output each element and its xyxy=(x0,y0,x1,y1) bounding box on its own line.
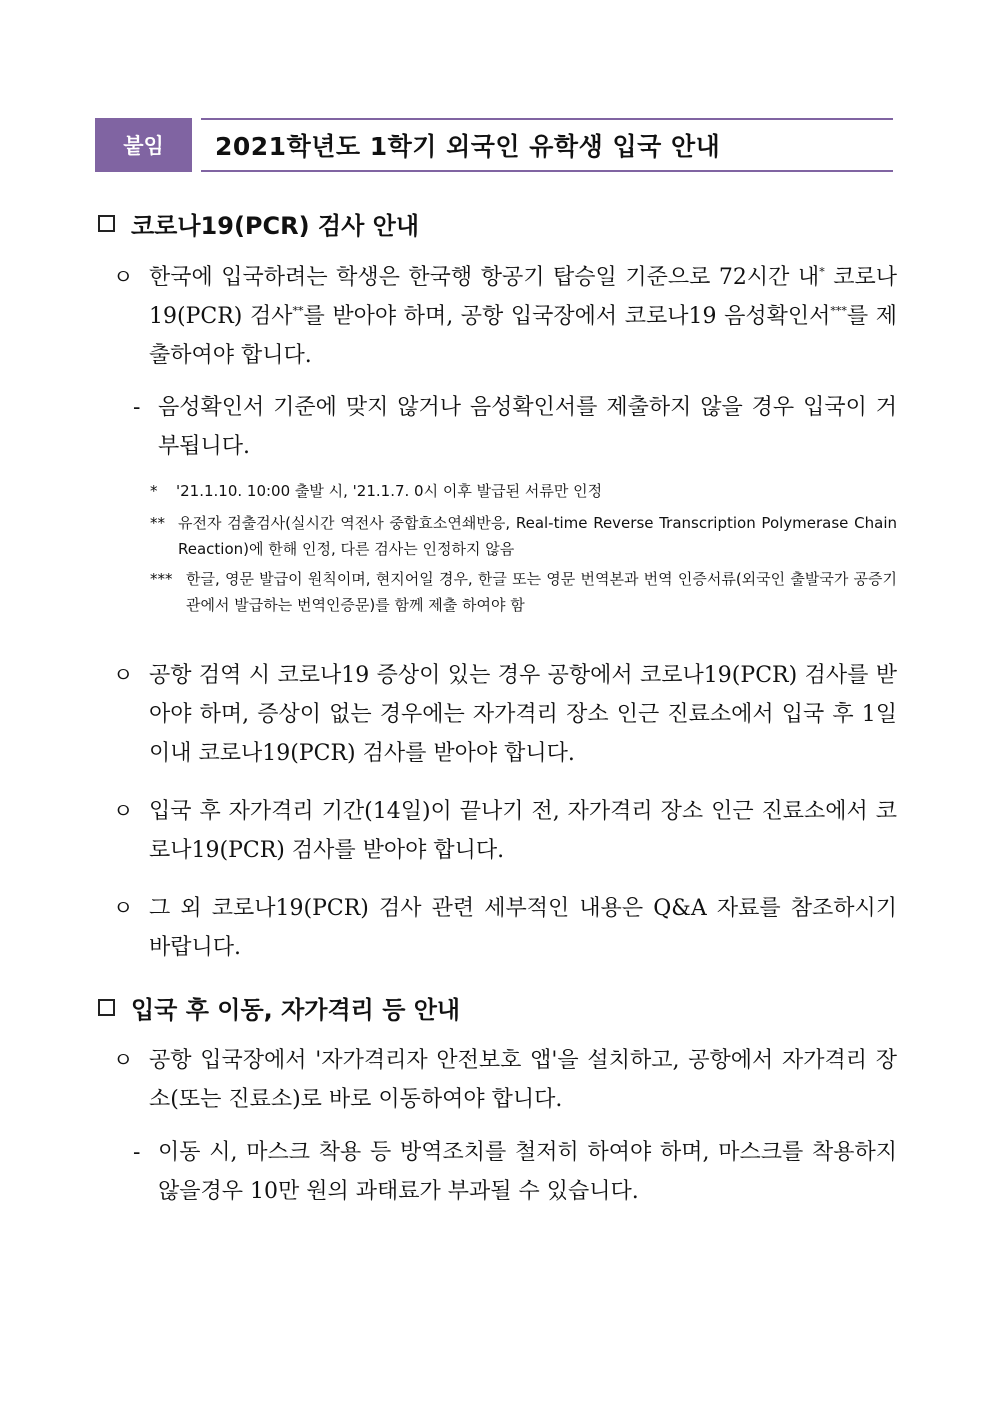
page-header xyxy=(95,118,893,172)
text-segment: 한국에 입국하려는 학생은 한국행 항공기 탑승일 기준으로 72시간 내 xyxy=(149,265,820,290)
sub-item-text: 음성확인서 기준에 맞지 않거나 음성확인서를 제출하지 않을 경우 입국이 거부됩니다. xyxy=(158,395,897,459)
footnote-text: 유전자 검출검사(실시간 역전사 중합효소연쇄반응, Real-time Reverse Transcription Polymerase Chain Reaction)에 한해 인정, 다른 검사는 인정하지 않음 xyxy=(178,514,897,558)
page-title: 2021학년도 1학기 외국인 유학생 입국 안내 xyxy=(201,118,893,172)
paragraph-airport-quarantine xyxy=(113,656,897,773)
sub-item-mask-fine xyxy=(133,1133,897,1211)
section-heading-text: 코로나19(PCR) 검사 안내 xyxy=(131,212,420,240)
footnote-mark: ** xyxy=(150,514,165,532)
footnote-1 xyxy=(150,478,897,504)
text-segment: 코로나19(PCR) 검사 xyxy=(149,265,898,329)
text-segment: 를 제출하여야 합니다. xyxy=(149,304,898,368)
section-heading-pcr xyxy=(98,206,419,241)
paragraph-text: 공항 검역 시 코로나19 증상이 있는 경우 공항에서 코로나19(PCR) 검사를 받아야 하며, 증상이 없는 경우에는 자가격리 장소 인근 진료소에서 입국 후 1일 이내 코로나19(PCR) 검사를 받아야 합니다. xyxy=(149,663,897,766)
paragraph-safety-app xyxy=(113,1041,897,1119)
paragraph-pcr-requirement xyxy=(113,258,897,375)
sub-item-text: 이동 시, 마스크 착용 등 방역조치를 철저히 하여야 하며, 마스크를 착용하지 않을경우 10만 원의 과태료가 부과될 수 있습니다. xyxy=(158,1140,897,1204)
paragraph-self-isolation-test xyxy=(113,792,897,870)
checkbox-square-icon xyxy=(98,215,115,232)
circle-bullet-icon: ㅇ xyxy=(113,799,134,823)
footnote-text: 한글, 영문 발급이 원칙이며, 현지어일 경우, 한글 또는 영문 번역본과 번역 인증서류(외국인 출발국가 공증기관에서 발급하는 번역인증문)를 함께 제출 하여야 함 xyxy=(186,570,897,614)
sub-item-entry-denied xyxy=(133,388,897,466)
footnote-mark: ** xyxy=(292,304,304,318)
footnote-mark: * xyxy=(819,265,825,279)
circle-bullet-icon: ㅇ xyxy=(113,896,134,920)
paragraph-qa-reference xyxy=(113,889,897,967)
footnote-mark: *** xyxy=(830,304,847,318)
section-heading-text: 입국 후 이동, 자가격리 등 안내 xyxy=(131,996,461,1024)
checkbox-square-icon xyxy=(98,999,115,1016)
section-heading-movement xyxy=(98,990,460,1025)
paragraph-text: 입국 후 자가격리 기간(14일)이 끝나기 전, 자가격리 장소 인근 진료소에서 코로나19(PCR) 검사를 받아야 합니다. xyxy=(149,799,897,863)
dash-bullet: - xyxy=(133,395,141,420)
paragraph-text: 공항 입국장에서 '자가격리자 안전보호 앱'을 설치하고, 공항에서 자가격리 장소(또는 진료소)로 바로 이동하여야 합니다. xyxy=(149,1048,897,1112)
circle-bullet-icon: ㅇ xyxy=(113,663,134,687)
circle-bullet-icon: ㅇ xyxy=(113,265,134,289)
footnote-text: '21.1.10. 10:00 출발 시, '21.1.7. 0시 이후 발급된 서류만 인정 xyxy=(176,482,603,500)
circle-bullet-icon: ㅇ xyxy=(113,1048,134,1072)
dash-bullet: - xyxy=(133,1140,141,1165)
text-segment: 를 받아야 하며, 공항 입국장에서 코로나19 음성확인서 xyxy=(303,304,831,329)
attachment-badge: 붙임 xyxy=(95,118,192,172)
footnote-mark: *** xyxy=(150,570,173,588)
paragraph-text: 그 외 코로나19(PCR) 검사 관련 세부적인 내용은 Q&A 자료를 참조하시기 바랍니다. xyxy=(149,896,897,960)
footnote-2 xyxy=(150,510,897,562)
footnote-3 xyxy=(150,566,897,618)
footnote-mark: * xyxy=(150,482,158,500)
paragraph-text xyxy=(149,258,897,375)
